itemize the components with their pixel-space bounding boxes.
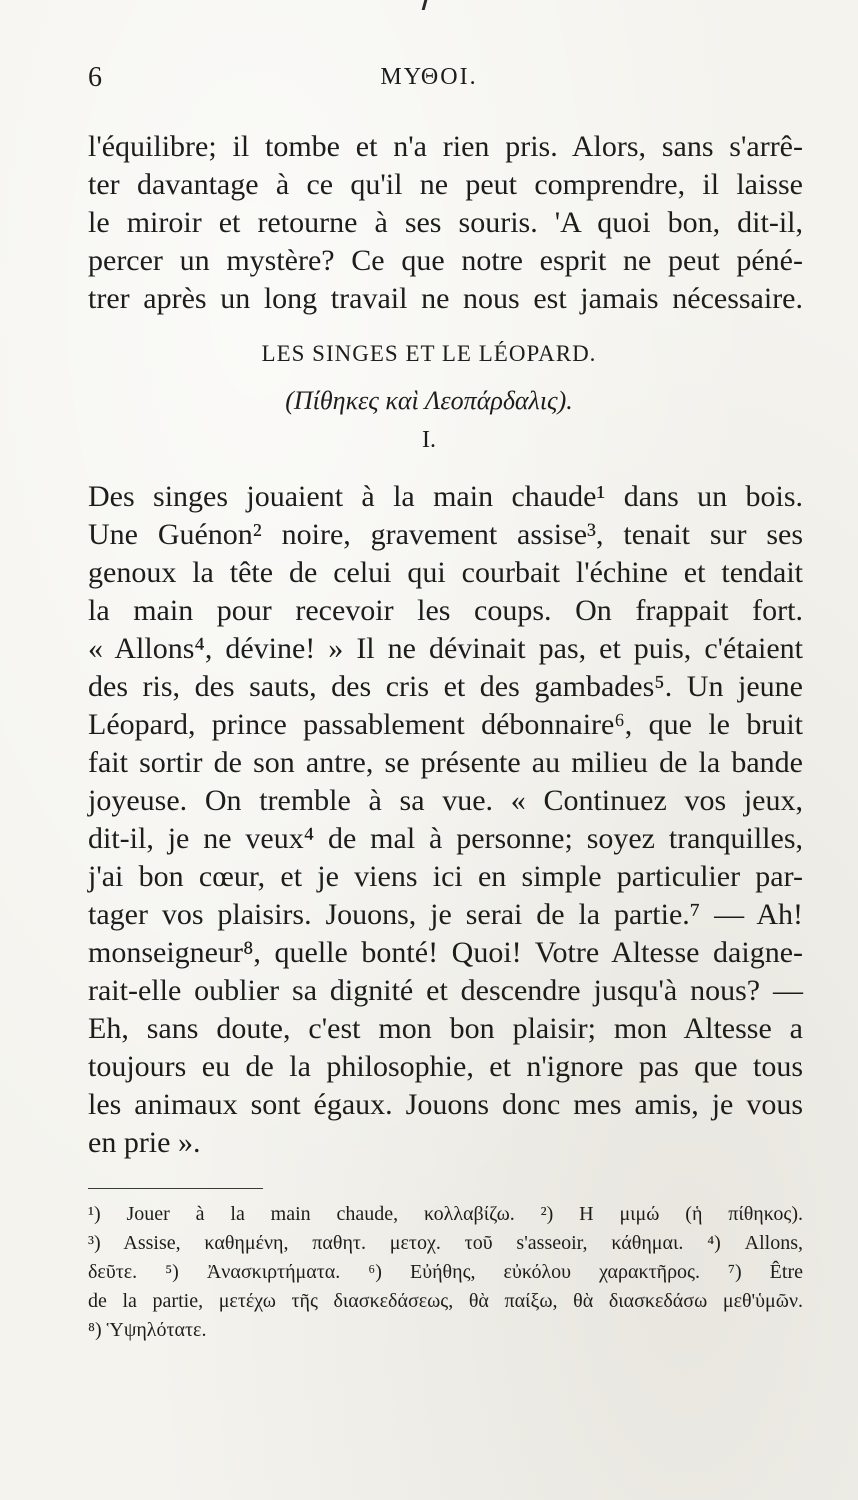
footnote-rule	[88, 1188, 263, 1189]
page-number: 6	[88, 62, 103, 93]
text-line: Eh, sans doute, c'est mon bon plaisir; mon Altesse a	[88, 1012, 803, 1045]
running-title: ΜΥΘΟΙ.	[380, 64, 478, 90]
footnote-line: ³) Assise, καθημένη, παθητ. μετοχ. τοῦ s'asseoir, κάθημαι. ⁴) Allons,	[88, 1232, 803, 1254]
text-line: monseigneur⁸, quelle bonté! Quoi! Votre Altesse daigne-	[88, 936, 803, 969]
text-line: le miroir et retourne à ses souris. 'A quoi bon, dit-il,	[88, 206, 803, 239]
text-line: Une Guénon² noire, gravement assise³, tenait sur ses	[88, 518, 803, 551]
text-line: ter davantage à ce qu'il ne peut comprendre, il laisse	[88, 168, 803, 201]
text-line: genoux la tête de celui qui courbait l'échine et tendait	[88, 556, 803, 589]
section-numeral: I.	[422, 427, 436, 453]
text-line: des ris, des sauts, des cris et des gambades⁵. Un jeune	[88, 670, 803, 703]
text-line: rait-elle oublier sa dignité et descendre jusqu'à nous? —	[88, 974, 803, 1007]
footnote-line: ⁸) Ὑψηλότατε.	[88, 1319, 207, 1341]
footnote-line: δεῦτε. ⁵) Ἀνασκιρτήματα. ⁶) Εὐήθης, εὐκόλου χαρακτῆρος. ⁷) Être	[88, 1261, 803, 1283]
text-line: toujours eu de la philosophie, et n'ignore pas que tous	[88, 1050, 803, 1083]
text-line: en prie ».	[88, 1126, 201, 1159]
fable-body	[88, 478, 803, 1162]
text-line: les animaux sont égaux. Jouons donc mes amis, je vous	[88, 1088, 803, 1121]
opening-paragraph	[88, 128, 803, 318]
text-line: trer après un long travail ne nous est jamais nécessaire.	[88, 282, 803, 315]
text-line: percer un mystère? Ce que notre esprit ne peut péné-	[88, 244, 803, 277]
footnotes	[88, 1200, 803, 1345]
fable-title: LES SINGES ET LE LÉOPARD.	[261, 341, 597, 366]
text-line: fait sortir de son antre, se présente au milieu de la bande	[88, 746, 803, 779]
text-line: joyeuse. On tremble à sa vue. « Continuez vos jeux,	[88, 784, 803, 817]
fable-subtitle: (Πίθηκες καὶ Λεοπάρδαλις).	[285, 386, 573, 415]
page-header	[0, 62, 858, 98]
text-line: dit-il, je ne veux⁴ de mal à personne; soyez tranquilles,	[88, 822, 803, 855]
text-line: Des singes jouaient à la main chaude¹ dans un bois.	[88, 480, 803, 513]
text-line: « Allons⁴, dévine! » Il ne dévinait pas, et puis, c'étaient	[88, 632, 803, 665]
text-line: Léopard, prince passablement débonnaire⁶, que le bruit	[88, 708, 803, 741]
footnote-line: de la partie, μετέχω τῆς διασκεδάσεως, θὰ παίξω, θὰ διασκεδάσω μεθ'ὑμῶν.	[88, 1290, 803, 1312]
text-line: l'équilibre; il tombe et n'a rien pris. Alors, sans s'arrê-	[88, 130, 803, 163]
text-line: tager vos plaisirs. Jouons, je serai de la partie.⁷ — Ah!	[88, 898, 803, 931]
footnote-line: ¹) Jouer à la main chaude, κολλαβίζω. ²) Η μιμώ (ἡ πίθηκος).	[88, 1203, 803, 1225]
print-mark	[422, 0, 428, 10]
text-line: la main pour recevoir les coups. On frappait fort.	[88, 594, 803, 627]
text-line: j'ai bon cœur, et je viens ici en simple particulier par-	[88, 860, 803, 893]
